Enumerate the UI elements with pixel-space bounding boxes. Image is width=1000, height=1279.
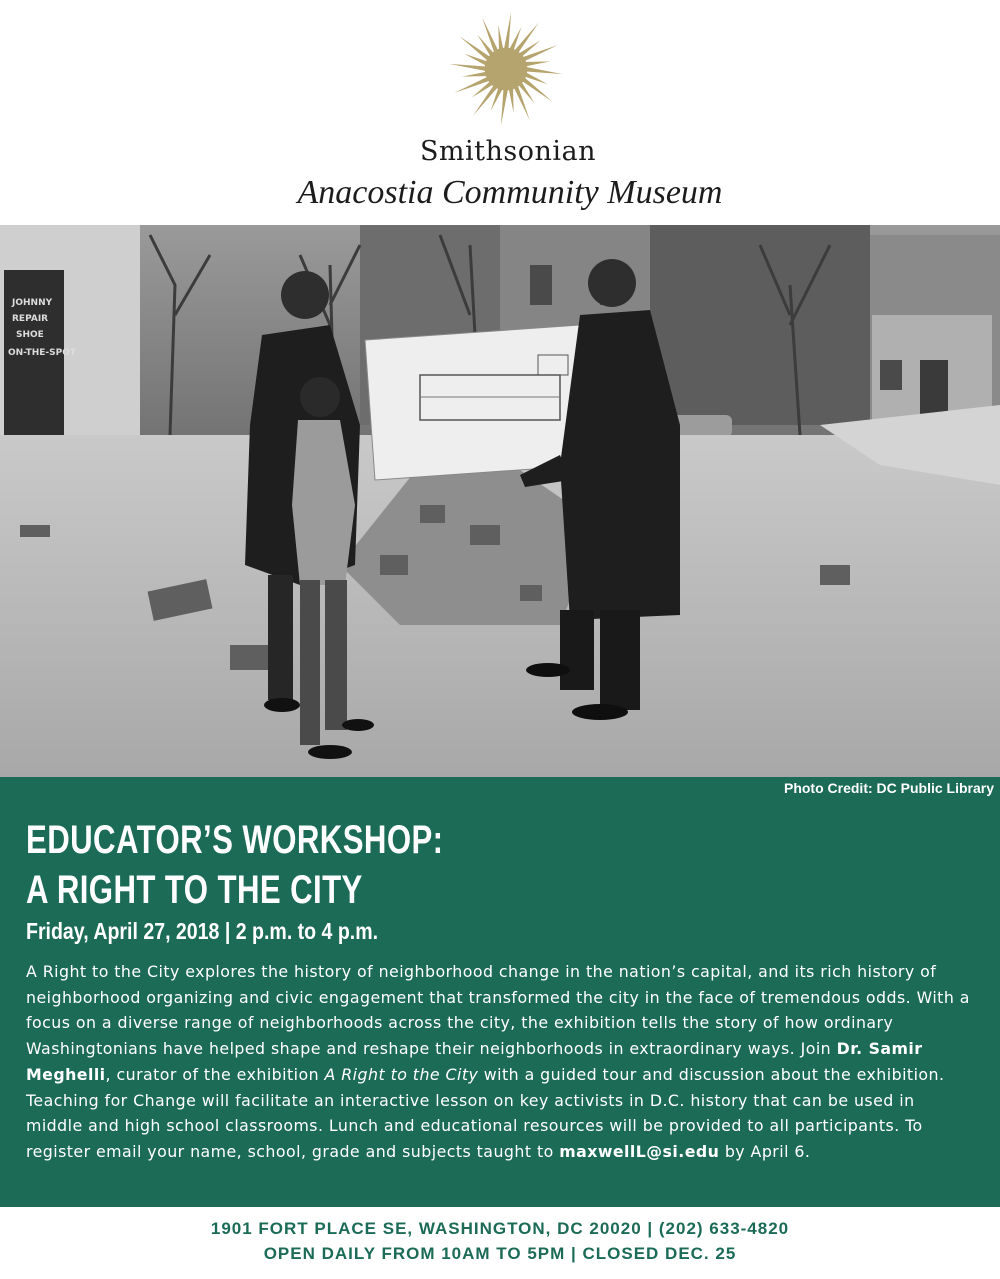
- sun-ray: [454, 76, 491, 93]
- brand-name: Smithsonian: [419, 136, 597, 167]
- sun-ray: [498, 25, 503, 52]
- event-description: [26, 959, 976, 1165]
- museum-name: Anacostia Community Museum: [297, 174, 723, 211]
- event-title-line2: A RIGHT TO THE CITY: [26, 868, 363, 912]
- sun-ray: [462, 71, 489, 76]
- sun-ray: [521, 45, 558, 62]
- sun-ray: [508, 86, 513, 113]
- photo-credit: Photo Credit: DC Public Library: [783, 780, 994, 796]
- description-text: by April 6.: [719, 1141, 811, 1161]
- sun-ray: [513, 84, 530, 121]
- address-line: 1901 FORT PLACE SE, WASHINGTON, DC 20020 | (202) 633-4820: [210, 1219, 790, 1238]
- shop-sign: JOHNNY REPAIR SHOE ON-THE-SPOT: [8, 298, 77, 358]
- registration-email[interactable]: maxwellL@si.edu: [559, 1141, 720, 1161]
- sun-ray: [523, 61, 550, 66]
- description-text: , curator of the exhibition: [105, 1064, 325, 1084]
- exhibition-title: A Right to the City: [324, 1064, 479, 1084]
- sun-ray: [449, 64, 488, 71]
- sun-ray: [504, 12, 511, 51]
- curator-name: Dr. Samir Meghelli: [26, 1039, 923, 1084]
- description-text: with a guided tour and discussion about the exhibition. Teaching for Change will facilitate an interactive lesson on key activists in D.C. history that can be used in middle and high school classrooms. Lunch and educational resources will be provided to all participants. To register email your name, school, grade and subjects taught to: [26, 1064, 945, 1161]
- event-panel: [0, 777, 1000, 1207]
- sun-ray: [501, 87, 508, 126]
- hours-line: OPEN DAILY FROM 10AM TO 5PM | CLOSED DEC. 25: [263, 1244, 737, 1263]
- photo-illustration: [0, 225, 1000, 777]
- smithsonian-sun-icon: [445, 8, 567, 130]
- description-text: A Right to the City explores the history of neighborhood change in the nation’s capital, and its rich history of neighborhood organizing and civic engagement that transformed the city in the face of tremendous odds. With a focus on a diverse range of neighborhoods across the city, the exhibition tells the story of how ordinary Washingtonians have helped shape and reshape their neighborhoods in extraordinary ways. Join: [26, 962, 970, 1059]
- event-title-line1: EDUCATOR’S WORKSHOP:: [26, 818, 444, 862]
- sun-ray: [524, 67, 563, 74]
- header: [0, 0, 1000, 225]
- event-date: Friday, April 27, 2018 | 2 p.m. to 4 p.m.: [26, 918, 379, 944]
- sun-ray: [482, 17, 499, 54]
- blueprint-drawing: [365, 325, 590, 480]
- event-title: [26, 815, 443, 915]
- historic-photo: [0, 225, 1000, 777]
- footer: [0, 1207, 1000, 1279]
